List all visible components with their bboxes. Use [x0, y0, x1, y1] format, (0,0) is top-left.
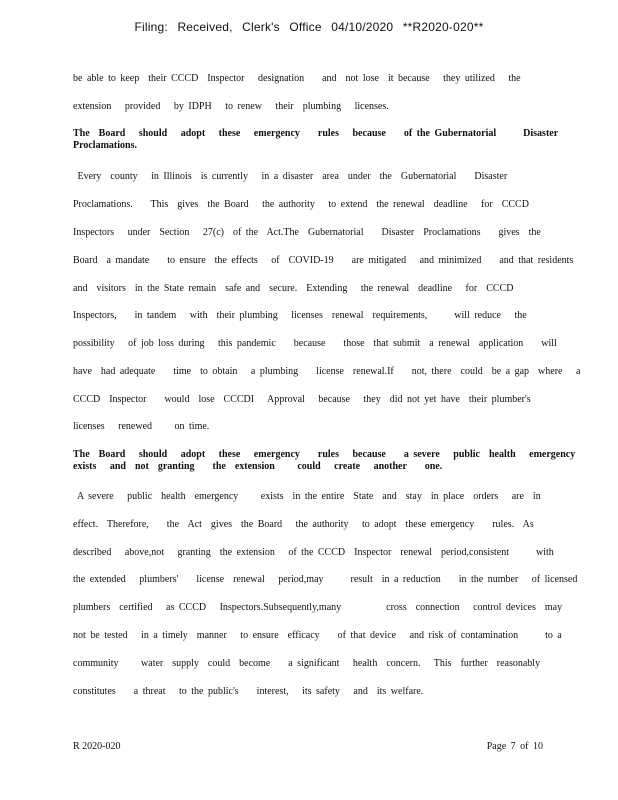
- section-heading-line: The Board should adopt these emergency rules because of the Gubernatorial Disaster: [73, 128, 559, 139]
- paragraph-line: extension provided by IDPH to renew their plumbing licenses.: [73, 101, 389, 112]
- paragraph-line: constitutes a threat to the public's interest, its safety and its welfare.: [73, 686, 424, 697]
- paragraph-line: be able to keep their CCCD Inspector designation and not lose it because they utilized the: [73, 73, 521, 84]
- filing-header: Filing: Received, Clerk's Office 04/10/2020 **R2020-020**: [134, 20, 484, 34]
- footer-docket-number: R 2020-020: [73, 741, 121, 752]
- footer-page-number: Page 7 of 10: [486, 741, 543, 752]
- paragraph-line: possibility of job loss during this pandemic because those that submit a renewal application will: [73, 338, 557, 349]
- paragraph-line: Every county in Illinois is currently in a disaster area under the Gubernatorial Disaster: [73, 171, 508, 182]
- paragraph-line: A severe public health emergency exists in the entire State and stay in place orders are in: [73, 491, 541, 502]
- paragraph-line: not be tested in a timely manner to ensure efficacy of that device and risk of contamination to a: [73, 630, 562, 641]
- paragraph-line: effect. Therefore, the Act gives the Board the authority to adopt these emergency rules. As: [73, 519, 534, 530]
- paragraph-line: have had adequate time to obtain a plumbing license renewal.If not, there could be a gap where a: [73, 366, 581, 377]
- paragraph-line: community water supply could become a significant health concern. This further reasonably: [73, 658, 541, 669]
- paragraph-line: described above,not granting the extension of the CCCD Inspector renewal period,consistent with: [73, 547, 554, 558]
- paragraph-line: licenses renewed on time.: [73, 421, 210, 432]
- paragraph-line: and visitors in the State remain safe and secure. Extending the renewal deadline for CCCD: [73, 283, 514, 294]
- paragraph-line: plumbers certified as CCCD Inspectors.Subsequently,many cross connection control devices may: [73, 602, 563, 613]
- paragraph-line: Inspectors, in tandem with their plumbing licenses renewal requirements, will reduce the: [73, 310, 527, 321]
- section-heading-line: The Board should adopt these emergency rules because a severe public health emergency: [73, 449, 576, 460]
- paragraph-line: the extended plumbers' license renewal period,may result in a reduction in the number of licensed: [73, 574, 578, 585]
- paragraph-line: CCCD Inspector would lose CCCDI Approval because they did not yet have their plumber's: [73, 394, 531, 405]
- section-heading-line: Proclamations.: [73, 140, 137, 151]
- paragraph-line: Proclamations. This gives the Board the authority to extend the renewal deadline for CCCD: [73, 199, 529, 210]
- section-heading-line: exists and not granting the extension could create another one.: [73, 461, 443, 472]
- paragraph-line: Board a mandate to ensure the effects of COVID-19 are mitigated and minimized and that residents: [73, 255, 574, 266]
- paragraph-line: Inspectors under Section 27(c) of the Act.The Gubernatorial Disaster Proclamations gives the: [73, 227, 541, 238]
